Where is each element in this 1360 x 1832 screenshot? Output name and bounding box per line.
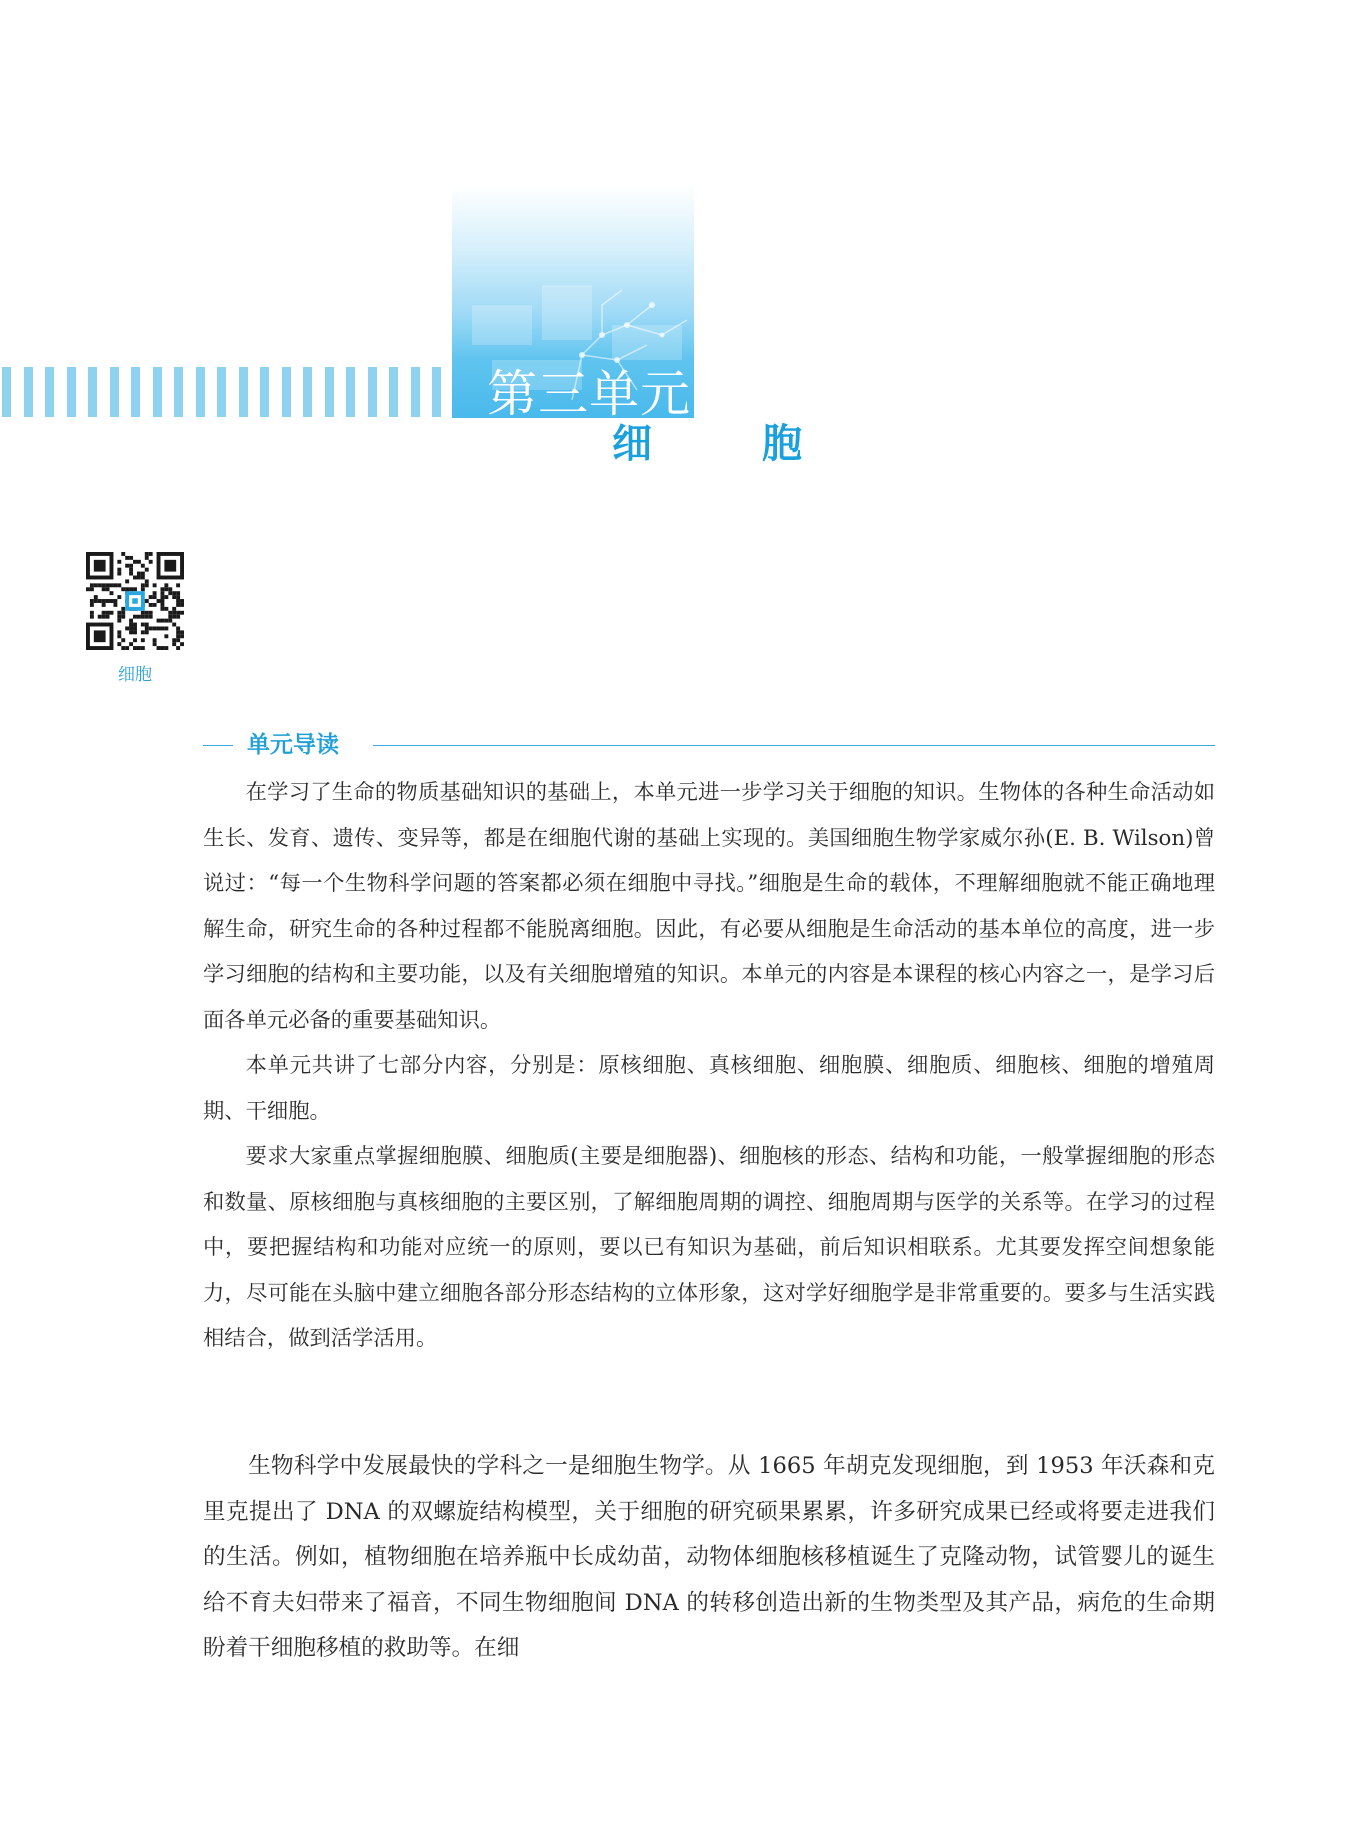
decorative-bar: [411, 367, 420, 417]
unit-guide-text: [203, 770, 1215, 1362]
decorative-bar: [260, 367, 269, 417]
section-heading-label: 单元导读: [247, 732, 339, 758]
guide-paragraph: 在学习了生命的物质基础知识的基础上，本单元进一步学习关于细胞的知识。生物体的各种生命活动如生长、发育、遗传、变异等，都是在细胞代谢的基础上实现的。美国细胞生物学家威尔孙(E. B. Wilson)曾说过：“每一个生物科学问题的答案都必须在细胞中寻找。”细胞是生命的载体，不理解细胞就不能正确地理解生命，研究生命的各种过程都不能脱离细胞。因此，有必要从细胞是生命活动的基本单位的高度，进一步学习细胞的结构和主要功能，以及有关细胞增殖的知识。本单元的内容是本课程的核心内容之一，是学习后面各单元必备的重要基础知识。: [203, 780, 1215, 1033]
heading-rule-right: [373, 745, 1215, 746]
decorative-bar: [217, 367, 226, 417]
guide-paragraph: 本单元共讲了七部分内容，分别是：原核细胞、真核细胞、细胞膜、细胞质、细胞核、细胞的增殖周期、干细胞。: [203, 1053, 1215, 1124]
decorative-bar: [325, 367, 334, 417]
body-paragraph: 生物科学中发展最快的学科之一是细胞生物学。从 1665 年胡克发现细胞，到 1953 年沃森和克里克提出了 DNA 的双螺旋结构模型，关于细胞的研究硕果累累，许多研究成果已经或将要走进我们的生活。例如，植物细胞在培养瓶中长成幼苗，动物体细胞核移植诞生了克隆动物，试管婴儿的诞生给不育夫妇带来了福音，不同生物细胞间 DNA 的转移创造出新的生物类型及其产品，病危的生命期盼着干细胞移植的救助等。在细: [203, 1453, 1215, 1661]
decorative-bar: [368, 367, 377, 417]
decorative-bar: [389, 367, 398, 417]
decorative-bar: [196, 367, 205, 417]
decorative-bar: [239, 367, 248, 417]
header-decorative-bars: [0, 367, 452, 417]
guide-paragraph: 要求大家重点掌握细胞膜、细胞质(主要是细胞器)、细胞核的形态、结构和功能，一般掌握细胞的形态和数量、原核细胞与真核细胞的主要区别，了解细胞周期的调控、细胞周期与医学的关系等。在学习的过程中，要把握结构和功能对应统一的原则，要以已有知识为基础，前后知识相联系。尤其要发挥空间想象能力，尽可能在头脑中建立细胞各部分形态结构的立体形象，这对学好细胞学是非常重要的。要多与生活实践相结合，做到活学活用。: [203, 1144, 1215, 1351]
heading-rule-left: [203, 745, 233, 746]
section-heading: [203, 728, 1215, 762]
decorative-bar: [110, 367, 119, 417]
unit-number: 第三单元: [487, 365, 691, 423]
decorative-bar: [67, 367, 76, 417]
decorative-bar: [282, 367, 291, 417]
unit-title-char-2: 胞: [762, 421, 802, 467]
decorative-bar: [153, 367, 162, 417]
main-body-text: [203, 1444, 1215, 1672]
unit-title-char-1: 细: [612, 421, 652, 467]
decorative-bar: [24, 367, 33, 417]
decorative-bar: [2, 367, 11, 417]
decorative-bar: [303, 367, 312, 417]
decorative-bar: [45, 367, 54, 417]
decorative-bar: [174, 367, 183, 417]
unit-title: [612, 414, 802, 474]
decorative-bar: [432, 367, 441, 417]
qr-caption: 细胞: [118, 665, 152, 685]
qr-code-icon[interactable]: [86, 552, 184, 650]
decorative-bar: [88, 367, 97, 417]
decorative-bar: [131, 367, 140, 417]
decorative-bar: [346, 367, 355, 417]
